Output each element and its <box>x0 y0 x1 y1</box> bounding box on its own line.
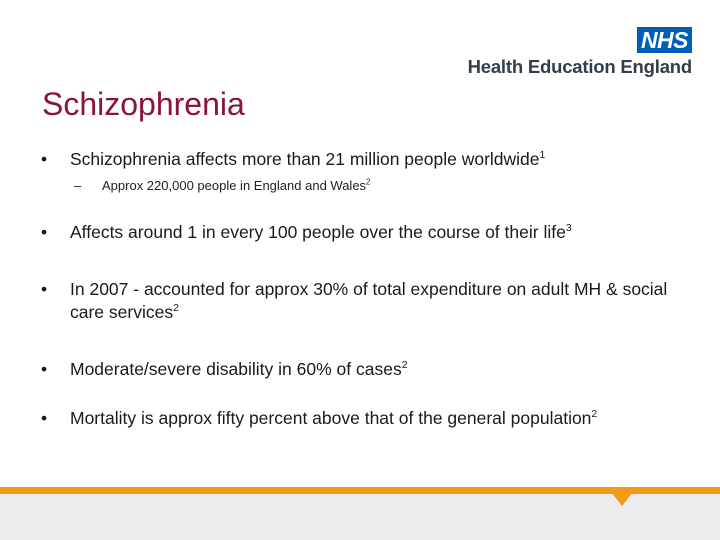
bullet-text: In 2007 - accounted for approx 30% of total expenditure on adult MH & social care services <box>70 279 668 322</box>
footer-accent-notch <box>612 493 632 506</box>
bullet-text: Schizophrenia affects more than 21 million people worldwide <box>70 149 540 169</box>
reference-number: 3 <box>565 222 572 235</box>
bullet-text: Moderate/severe disability in 60% of cases <box>70 359 402 379</box>
organisation-name: Health Education England <box>467 56 692 77</box>
bullet-text: Affects around 1 in every 100 people over the course of their life <box>70 222 566 242</box>
reference-number: 2 <box>591 408 598 421</box>
reference-number: 1 <box>539 149 546 162</box>
bullet-item <box>30 148 690 171</box>
nhs-logo <box>468 27 692 78</box>
bullet-marker: • <box>41 222 48 242</box>
bullet-item <box>30 278 690 324</box>
bullet-marker: • <box>41 149 48 169</box>
bullet-item <box>30 407 690 430</box>
reference-number: 2 <box>366 177 371 187</box>
bullet-marker: • <box>41 408 48 428</box>
reference-number: 2 <box>173 302 179 315</box>
reference-number: 2 <box>401 359 408 372</box>
bullet-marker: • <box>41 279 48 299</box>
sub-bullet-item <box>30 177 690 195</box>
sub-bullet-marker: – <box>74 178 82 193</box>
bullet-list <box>30 148 690 430</box>
slide-title: Schizophrenia <box>42 86 245 122</box>
bullet-item <box>30 221 690 244</box>
bullet-text: Mortality is approx fifty percent above that of the general population <box>70 408 592 428</box>
bullet-marker: • <box>41 359 48 379</box>
nhs-badge: NHS <box>637 27 692 53</box>
sub-bullet-text: Approx 220,000 people in England and Wales <box>102 178 367 193</box>
bullet-item <box>30 358 690 381</box>
